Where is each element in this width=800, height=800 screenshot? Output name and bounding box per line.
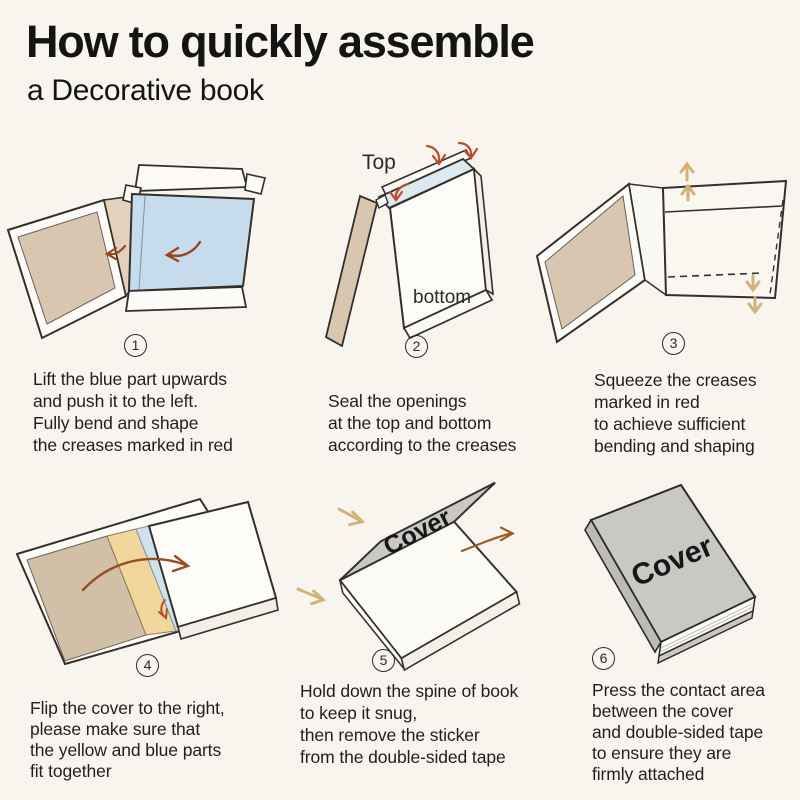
caption-line: at the top and bottom (328, 413, 492, 433)
step2-illustration (300, 140, 545, 350)
step5-illustration (293, 468, 543, 673)
top-label: Top (362, 151, 396, 174)
step6-caption (592, 680, 765, 785)
caption-line: Lift the blue part upwards (33, 369, 227, 389)
caption-line: Press the contact area (592, 680, 765, 700)
caption-line: and push it to the left. (33, 391, 198, 411)
caption-line: then remove the sticker (300, 725, 480, 745)
caption-line: the creases marked in red (33, 435, 233, 455)
step5-number: 5 (372, 649, 395, 672)
step6-illustration (558, 460, 798, 675)
caption-line: please make sure that (30, 719, 201, 739)
step4-illustration (5, 486, 280, 666)
caption-line: Seal the openings (328, 391, 467, 411)
cover-label: Cover (378, 503, 456, 561)
caption-line: between the cover (592, 701, 734, 721)
step3-caption (594, 369, 757, 457)
caption-line: and double-sided tape (592, 722, 764, 742)
caption-line: Fully bend and shape (33, 413, 199, 433)
step2-caption (328, 390, 516, 456)
caption-line: marked in red (594, 392, 700, 412)
step4-number: 4 (136, 654, 159, 677)
step6-number: 6 (592, 647, 615, 670)
bottom-label: bottom (413, 287, 472, 308)
caption-line: fit together (30, 761, 112, 781)
bottom-flap (126, 287, 246, 311)
caption-line: bending and shaping (594, 436, 755, 456)
press-arrow-bottom-icon (298, 589, 323, 604)
blue-panel (129, 194, 254, 291)
white-panel (663, 181, 786, 298)
caption-line: to ensure they are (592, 743, 732, 763)
top-flap (135, 165, 247, 191)
step1-number: 1 (124, 334, 147, 357)
step1-caption (33, 368, 233, 456)
step3-illustration (535, 158, 800, 348)
caption-line: to keep it snug, (300, 703, 418, 723)
top-flap-tab (245, 174, 265, 194)
caption-line: to achieve sufficient (594, 414, 746, 434)
caption-line: Squeeze the creases (594, 370, 757, 390)
caption-line: firmly attached (592, 764, 705, 784)
press-arrow-top-icon (339, 509, 362, 525)
step5-caption (300, 680, 518, 768)
caption-line: Hold down the spine of book (300, 681, 519, 701)
cover-label: Cover (626, 529, 718, 594)
tan-flap (326, 196, 377, 346)
caption-line: according to the creases (328, 435, 517, 455)
caption-line: Flip the cover to the right, (30, 698, 225, 718)
step3-number: 3 (662, 332, 685, 355)
step2-number: 2 (405, 335, 428, 358)
step1-illustration (2, 156, 277, 346)
page-title: How to quickly assemble (26, 16, 534, 67)
caption-line: the yellow and blue parts (30, 740, 222, 760)
page-subtitle: a Decorative book (27, 74, 264, 107)
step4-caption (30, 698, 225, 782)
caption-line: from the double-sided tape (300, 747, 506, 767)
